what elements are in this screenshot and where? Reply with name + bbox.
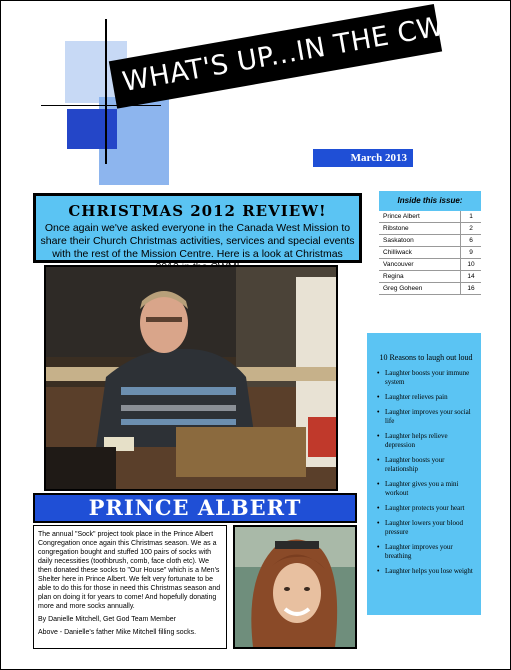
laugh-item: • Laughter boosts your relationship xyxy=(377,456,475,474)
laugh-item: • Laughter relieves pain xyxy=(377,393,475,402)
masthead-title: WHAT'S UP...IN THE CWM xyxy=(109,4,442,109)
prince-albert-heading: PRINCE ALBERT xyxy=(33,493,357,523)
main-photo xyxy=(44,265,338,491)
laugh-title: 10 Reasons to laugh out loud xyxy=(379,353,473,362)
laugh-item: • Laughter gives you a mini workout xyxy=(377,480,475,498)
article-body: The annual "Sock" project took place in the Prince Albert Congregation once again this Christmas season. We as a congregation bought and stuffed 100 pairs of socks with daily necessities (toothbrush, comb, face cloth etc). We then donated these socks to "Our House" which is a Men's Shelter here in Prince Albert. We felt very fortunate to be able to do this for those in need this Christmas season and plan on doing it for years to come! And hopefully donating more and more socks annually. xyxy=(38,531,221,610)
christmas-review-text: Once again we've asked everyone in the Canada West Mission to share their Church Christmas activities, services and special events with the rest of the Mission Centre. Here is a look at Christmas xyxy=(40,222,355,260)
laugh-item: • Laughter protects your heart xyxy=(377,504,475,513)
masthead-vertical-line xyxy=(105,19,107,164)
laugh-item: • Laughter improves your social life xyxy=(377,408,475,426)
prince-albert-article xyxy=(33,525,227,649)
laugh-item: • Laughter helps relieve depression xyxy=(377,432,475,450)
table-of-contents xyxy=(379,191,481,299)
laugh-list xyxy=(377,369,475,576)
toc-row[interactable]: Chilliwack 9 xyxy=(379,247,481,259)
toc-row[interactable]: Ribstone 2 xyxy=(379,223,481,235)
laugh-item: • Laughter lowers your blood pressure xyxy=(377,519,475,537)
toc-row[interactable]: Saskatoon 6 xyxy=(379,235,481,247)
author-photo xyxy=(233,525,357,649)
laugh-item: • Laughter improves your breathing xyxy=(377,543,475,561)
christmas-review-box xyxy=(33,193,362,263)
toc-row[interactable]: Regina 14 xyxy=(379,271,481,283)
issue-date: March 2013 xyxy=(313,149,413,167)
article-caption: Above - Danielle's father Mike Mitchell filling socks. xyxy=(38,629,197,636)
christmas-review-title: CHRISTMAS 2012 REVIEW! xyxy=(68,202,327,220)
laugh-item: • Laughter helps you lose weight xyxy=(377,567,475,576)
article-byline: By Danielle Mitchell, Get God Team Member xyxy=(38,616,176,623)
laugh-sidebar xyxy=(367,333,481,615)
laugh-item: • Laughter boosts your immune system xyxy=(377,369,475,387)
toc-heading: Inside this issue: xyxy=(379,191,481,211)
toc-row[interactable]: Vancouver 10 xyxy=(379,259,481,271)
toc-row[interactable]: Prince Albert 1 xyxy=(379,211,481,223)
masthead-horizontal-line xyxy=(41,105,161,106)
man-with-socks-photo xyxy=(46,267,336,489)
woman-portrait-photo xyxy=(235,527,355,647)
masthead-square-dark xyxy=(67,109,117,149)
toc-row[interactable]: Greg Goheen 16 xyxy=(379,283,481,295)
